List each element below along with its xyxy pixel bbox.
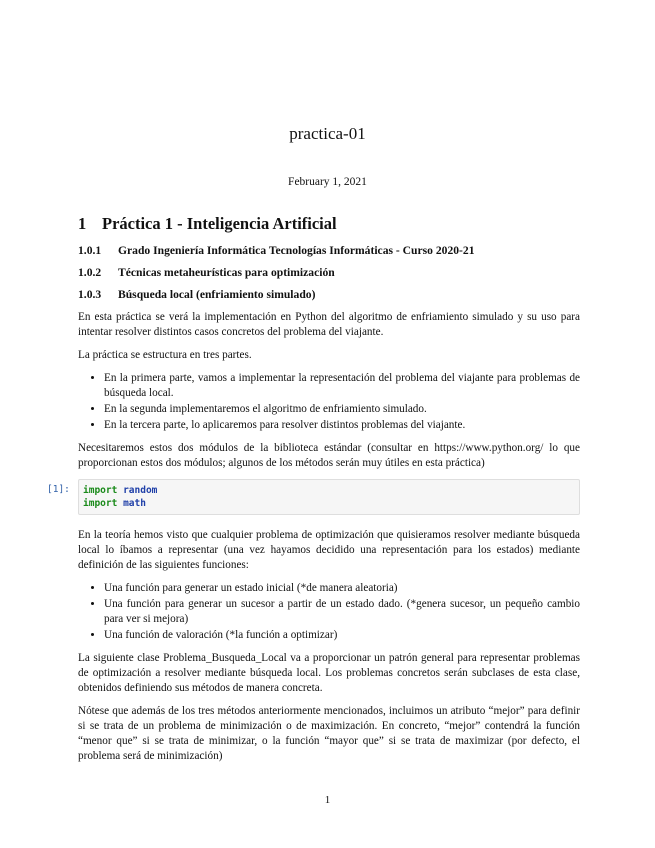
parts-list: [78, 371, 580, 433]
paragraph-intro: En esta práctica se verá la implementación en Python del algoritmo de enfriamiento simulado y su uso para intentar resolver distintos casos concretos del problema del viajante.: [78, 311, 580, 338]
list-item: • En la segunda implementaremos el algoritmo de enfriamiento simulado.: [104, 402, 580, 417]
code-input[interactable]: [78, 479, 580, 515]
document-date: February 1, 2021: [288, 176, 367, 188]
code-line: [83, 484, 575, 497]
list-item: • Una función para generar un sucesor a partir de un estado dado. (*genera sucesor, un pequeño cambio para ver si mejora): [104, 597, 580, 627]
paragraph-class: La siguiente clase Problema_Busqueda_Local va a proporcionar un patrón general para representar problemas de optimización a resolver mediante búsqueda local. Los problemas concretos serán subclases de esta clase, obtenidos definiendo sus métodos de manera concreta.: [78, 652, 580, 694]
subsection-heading-course: [78, 244, 580, 257]
code-module: random: [123, 485, 158, 496]
subsection-title: Búsqueda local (enfriamiento simulado): [118, 288, 316, 301]
paragraph-structure: La práctica se estructura en tres partes.: [78, 349, 252, 361]
subsection-number: 1.0.1: [78, 244, 102, 257]
document-title: practica-01: [289, 124, 366, 143]
list-item: • En la tercera parte, lo aplicaremos para resolver distintos problemas del viajante.: [104, 418, 580, 433]
subsection-heading-local-search: [78, 288, 580, 301]
page-number: 1: [324, 794, 331, 806]
code-line: [83, 497, 575, 510]
subsection-number: 1.0.3: [78, 288, 102, 301]
section-heading: [78, 214, 580, 234]
list-item: • Una función de valoración (*la función a optimizar): [104, 628, 580, 643]
document-body: [47, 214, 580, 772]
subsection-number: 1.0.2: [78, 266, 102, 279]
code-cell[interactable]: [47, 479, 580, 515]
section-title: Práctica 1 - Inteligencia Artificial: [102, 214, 337, 233]
paragraph-theory: En la teoría hemos visto que cualquier problema de optimización que quisieramos resolver mediante búsqueda local lo íbamos a representar (una vez hayamos decidido una representación para los estados) mediante definición de las siguientes funciones:: [78, 529, 580, 571]
code-keyword: import: [83, 485, 118, 496]
list-item: • En la primera parte, vamos a implementar la representación del problema del viajante para problemas de búsqueda local.: [104, 371, 580, 401]
code-keyword: import: [83, 498, 118, 509]
paragraph-best-attribute: Nótese que además de los tres métodos anteriormente mencionados, incluimos un atributo “mejor” para definir si se trata de un problema de minimización o de maximización. En concreto, “mejor” contendrá la función “menor que” si se trata de minimizar, o la función “mayor que” si se trata de maximizar (por defecto, el problema será de minimización): [78, 705, 580, 762]
subsection-heading-techniques: [78, 266, 580, 279]
cell-prompt: [1]:: [47, 484, 70, 495]
subsection-title: Grado Ingeniería Informática Tecnologías Informáticas - Curso 2020-21: [118, 244, 475, 257]
subsection-title: Técnicas metaheurísticas para optimización: [118, 266, 335, 279]
functions-list: [78, 581, 580, 643]
paragraph-modules: Necesitaremos estos dos módulos de la biblioteca estándar (consultar en https://www.python.org/ lo que proporcionan estos dos módulos; algunos de los métodos serán muy útiles en esta práctica): [78, 442, 580, 469]
list-item: • Una función para generar un estado inicial (*de manera aleatoria): [104, 581, 580, 596]
code-module: math: [123, 498, 146, 509]
section-number: 1: [78, 214, 87, 233]
